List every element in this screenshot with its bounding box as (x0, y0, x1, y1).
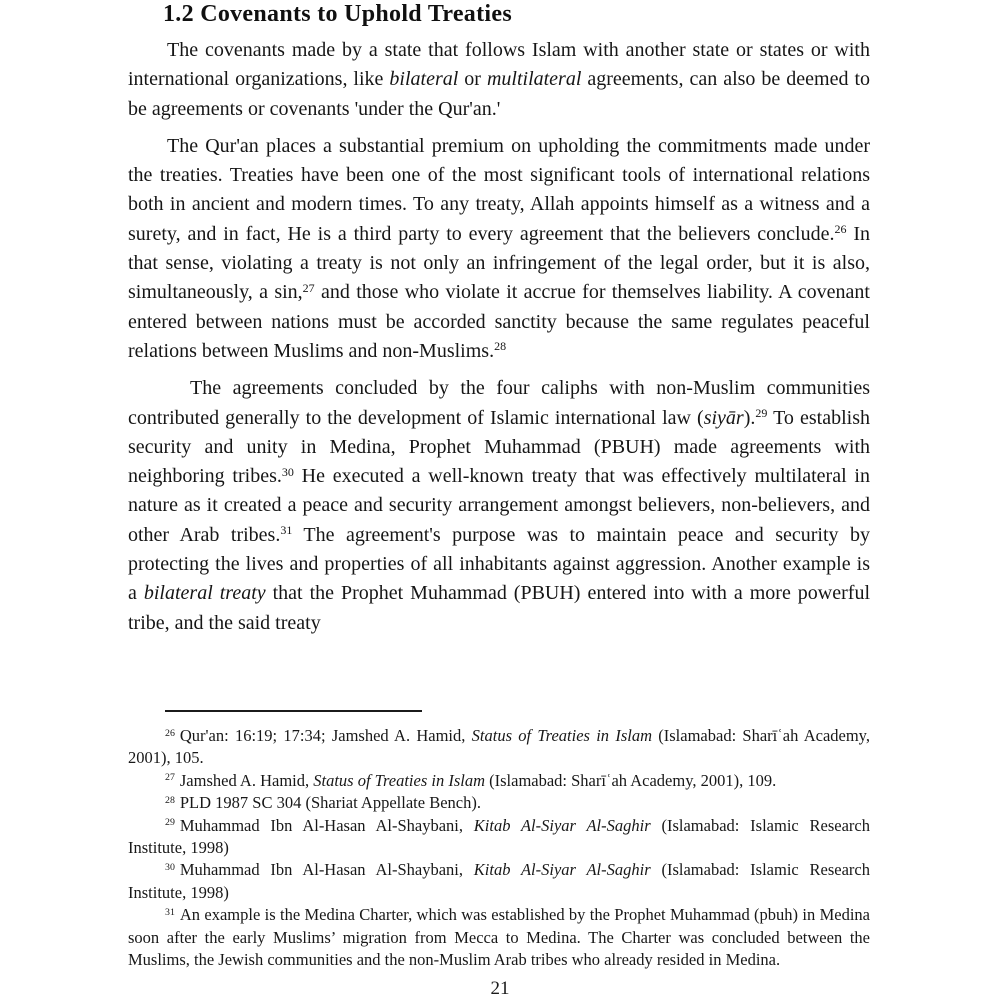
text-segment: Muhammad Ibn Al-Hasan Al-Shaybani, (179, 815, 474, 835)
footnote-marker: 31 (165, 906, 175, 918)
text-segment: The covenants made by a state that follows Islam with another state or states or with international organizations, like (128, 39, 870, 91)
italic-text: multilateral (486, 68, 582, 91)
italic-text: bilateral (389, 68, 459, 91)
footnote-ref: 27 (302, 280, 315, 295)
text-segment: ). (743, 406, 756, 429)
footnote-text (180, 793, 481, 812)
text-segment: The agreements concluded by the four caliphs with non-Muslim communities contributed generally to the development of Islamic international law ( (128, 377, 870, 429)
text-segment: and those who violate it accrue for themselves liability. A covenant entered between nations must be accorded sanctity because the same regulates peaceful relations between Muslims and non-Muslims. (128, 281, 870, 362)
footnote-ref: 26 (834, 222, 847, 237)
text-segment: He executed a well-known treaty that was effectively multilateral in nature as it created a peace and security arrangement amongst believers, non-believers, and other Arab tribes. (128, 465, 870, 546)
paragraph-3 (128, 374, 870, 638)
footnotes-section (128, 725, 870, 971)
body-text (128, 36, 870, 638)
text-segment: (Islamabad: Sharīʿah Academy, 2001), 109. (485, 770, 777, 790)
text-segment: In that sense, violating a treaty is not only an infringement of the legal order, but it is also, simultaneously, a sin, (128, 222, 870, 304)
footnote-marker: 27 (165, 772, 175, 784)
paragraph-2 (128, 132, 870, 366)
footnote-text (180, 771, 776, 790)
text-segment: The agreement's purpose was to maintain peace and security by protecting the lives and properties of all inhabitants against aggression. Another example is a (128, 523, 870, 605)
italic-text: Kitab Al-Siyar Al-Saghir (473, 815, 651, 835)
footnote-text (128, 816, 870, 857)
footnote-28 (128, 792, 870, 814)
footnote-ref: 29 (755, 405, 768, 420)
footnote-text (128, 726, 870, 767)
italic-text: bilateral treaty (143, 582, 266, 605)
text-segment: Qur'an: 16:19; 17:34; Jamshed A. Hamid, (179, 726, 472, 745)
paragraph-1 (128, 36, 870, 124)
italic-text: Status of Treaties in Islam (471, 726, 652, 745)
footnote-ref: 30 (281, 464, 294, 479)
section-heading: 1.2 Covenants to Uphold Treaties (163, 1, 512, 27)
footnote-separator (165, 710, 422, 712)
footnote-26 (128, 725, 870, 770)
italic-text: Kitab Al-Siyar Al-Saghir (473, 860, 651, 880)
italic-text: Status of Treaties in Islam (313, 770, 485, 790)
text-segment: An example is the Medina Charter, which was established by the Prophet Muhammad (pbuh) in Medina soon after the early Muslims’ migration from Mecca to Medina. The Charter was concluded between the Muslims, the Jewish communities and the non-Muslim Arab tribes who already resided in Medina. (128, 905, 870, 970)
page-number: 21 (490, 978, 510, 999)
text-segment: (Islamabad: Sharīʿah Academy, 2001), 105. (128, 726, 870, 768)
text-segment: Muhammad Ibn Al-Hasan Al-Shaybani, (179, 860, 474, 880)
footnote-ref: 28 (494, 339, 507, 354)
footnote-marker: 26 (165, 727, 175, 739)
text-segment: (Islamabad: Islamic Research Institute, 1998) (128, 860, 871, 902)
text-segment: To establish security and unity in Medina, Prophet Muhammad (PBUH) made agreements with neighboring tribes. (128, 406, 870, 488)
footnote-ref: 31 (280, 523, 293, 538)
text-segment: The Qur'an places a substantial premium on upholding the commitments made under the treaties. Treaties have been one of the most significant tools of international relations both in ancient and modern times. To any treaty, Allah appoints himself as a witness and a surety, and in fact, He is a third party to every agreement that the believers conclude. (128, 134, 870, 245)
text-segment: or (458, 68, 487, 91)
footnote-29 (128, 815, 870, 860)
footnote-31 (128, 904, 870, 971)
text-segment: agreements, can also be deemed to be agreements or covenants 'under the Qur'an.' (128, 68, 870, 120)
footnote-marker: 28 (165, 794, 175, 806)
footnote-marker: 29 (165, 817, 175, 829)
footnote-30 (128, 859, 870, 904)
footnote-27 (128, 770, 870, 792)
footnote-marker: 30 (165, 862, 175, 873)
text-segment: Jamshed A. Hamid, (179, 770, 314, 790)
text-segment: PLD 1987 SC 304 (Shariat Appellate Bench). (179, 793, 481, 813)
italic-text: siyār (703, 406, 744, 429)
footnote-text (128, 905, 870, 969)
text-segment: that the Prophet Muhammad (PBUH) entered into with a more powerful tribe, and the said treaty (128, 582, 870, 634)
footnote-text (128, 860, 870, 901)
text-segment: (Islamabad: Islamic Research Institute, 1998) (128, 815, 871, 858)
